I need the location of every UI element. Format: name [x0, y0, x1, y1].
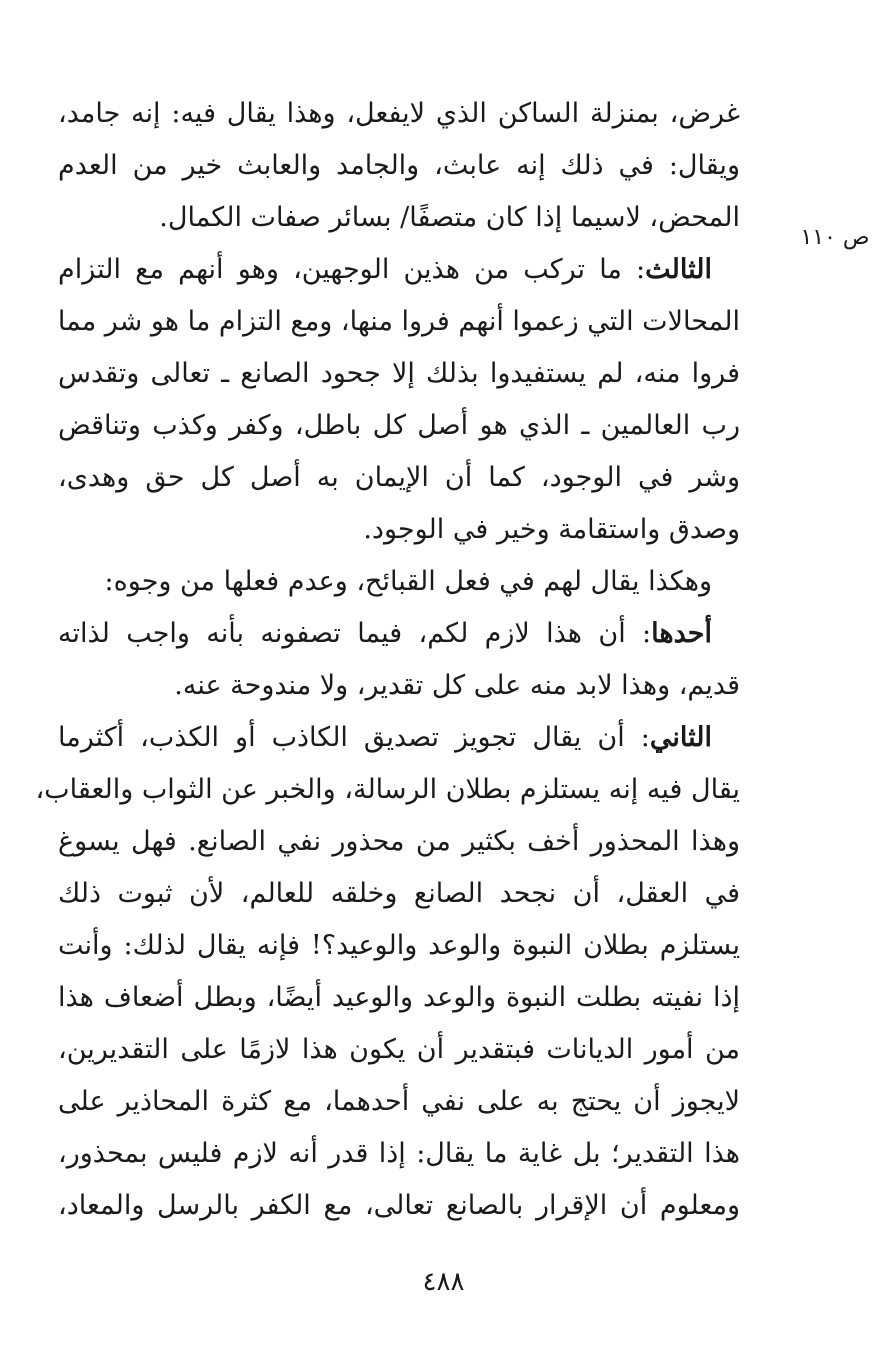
text-line	[58, 1024, 740, 1076]
text-line	[58, 712, 740, 764]
section-heading-first: أحدها	[651, 618, 712, 649]
text-line	[58, 140, 740, 192]
line-text: : ما تركب من هذين الوجهين، وهو أنهم مع التزام	[58, 254, 646, 285]
text-line	[58, 1076, 740, 1128]
line-text: المحض، لاسيما إذا كان متصفًا/ بسائر صفات الكمال.	[159, 202, 740, 233]
text-line	[58, 348, 740, 400]
text-line	[58, 920, 740, 972]
text-line	[58, 868, 740, 920]
text-line	[58, 452, 740, 504]
text-line	[58, 1128, 740, 1180]
line-text: إذا نفيته بطلت النبوة والوعد والوعيد أيضًا، وبطل أضعاف هذا	[58, 982, 740, 1013]
line-text: غرض، بمنزلة الساكن الذي لايفعل، وهذا يقال فيه: إنه جامد،	[58, 98, 740, 129]
line-text: يقال فيه إنه يستلزم بطلان الرسالة، والخبر عن الثواب والعقاب،	[35, 774, 740, 805]
line-text: من أمور الديانات فبتقدير أن يكون هذا لازمًا على التقديرين،	[58, 1034, 740, 1065]
text-line	[58, 608, 740, 660]
line-text: ومعلوم أن الإقرار بالصانع تعالى، مع الكفر بالرسل والمعاد،	[58, 1190, 740, 1221]
section-heading-third: الثالث	[645, 254, 712, 285]
text-line	[58, 296, 740, 348]
line-text: قديم، وهذا لابد منه على كل تقدير، ولا مندوحة عنه.	[174, 670, 740, 701]
line-text: المحالات التي زعموا أنهم فروا منها، ومع التزام ما هو شر مما	[57, 306, 740, 337]
line-text: وشر في الوجود، كما أن الإيمان به أصل كل حق وهدى،	[58, 462, 740, 493]
line-text: لايجوز أن يحتج به على نفي أحدهما، مع كثرة المحاذير على	[58, 1086, 740, 1117]
line-text: : أن هذا لازم لكم، فيما تصفونه بأنه واجب لذاته	[58, 618, 652, 649]
text-line	[58, 192, 740, 244]
line-text: فروا منه، لم يستفيدوا بذلك إلا جحود الصانع ـ تعالى وتقدس	[58, 358, 740, 389]
text-line	[58, 244, 740, 296]
text-line	[35, 764, 740, 816]
text-line	[58, 816, 740, 868]
line-text: يستلزم بطلان النبوة والوعد والوعيد؟! فإنه يقال لذلك: وأنت	[58, 930, 740, 961]
text-line	[58, 972, 740, 1024]
text-line	[58, 504, 740, 556]
body-text	[35, 88, 740, 1232]
section-heading-second: الثاني	[649, 722, 712, 753]
line-text: رب العالمين ـ الذي هو أصل كل باطل، وكفر وكذب وتناقض	[58, 410, 740, 441]
text-line	[58, 556, 740, 608]
text-line	[58, 1180, 740, 1232]
line-text: وصدق واستقامة وخير في الوجود.	[363, 514, 740, 545]
page-number: ٤٨٨	[422, 1267, 465, 1297]
line-text: وهذا المحذور أخف بكثير من محذور نفي الصانع. فهل يسوغ	[58, 826, 740, 857]
line-text: : أن يقال تجويز تصديق الكاذب أو الكذب، أكثرما	[58, 722, 650, 753]
text-line	[58, 400, 740, 452]
text-line	[58, 660, 740, 712]
line-text: هذا التقدير؛ بل غاية ما يقال: إذا قدر أنه لازم فليس بمحذور،	[58, 1138, 740, 1169]
line-text: في العقل، أن نجحد الصانع وخلقه للعالم، لأن ثبوت ذلك	[58, 878, 740, 909]
line-text: ويقال: في ذلك إنه عابث، والجامد والعابث خير من العدم	[58, 150, 740, 181]
text-line	[58, 88, 740, 140]
page-reference-note: ص ١١٠	[800, 225, 870, 250]
line-text: وهكذا يقال لهم في فعل القبائح، وعدم فعلها من وجوه:	[104, 566, 712, 597]
